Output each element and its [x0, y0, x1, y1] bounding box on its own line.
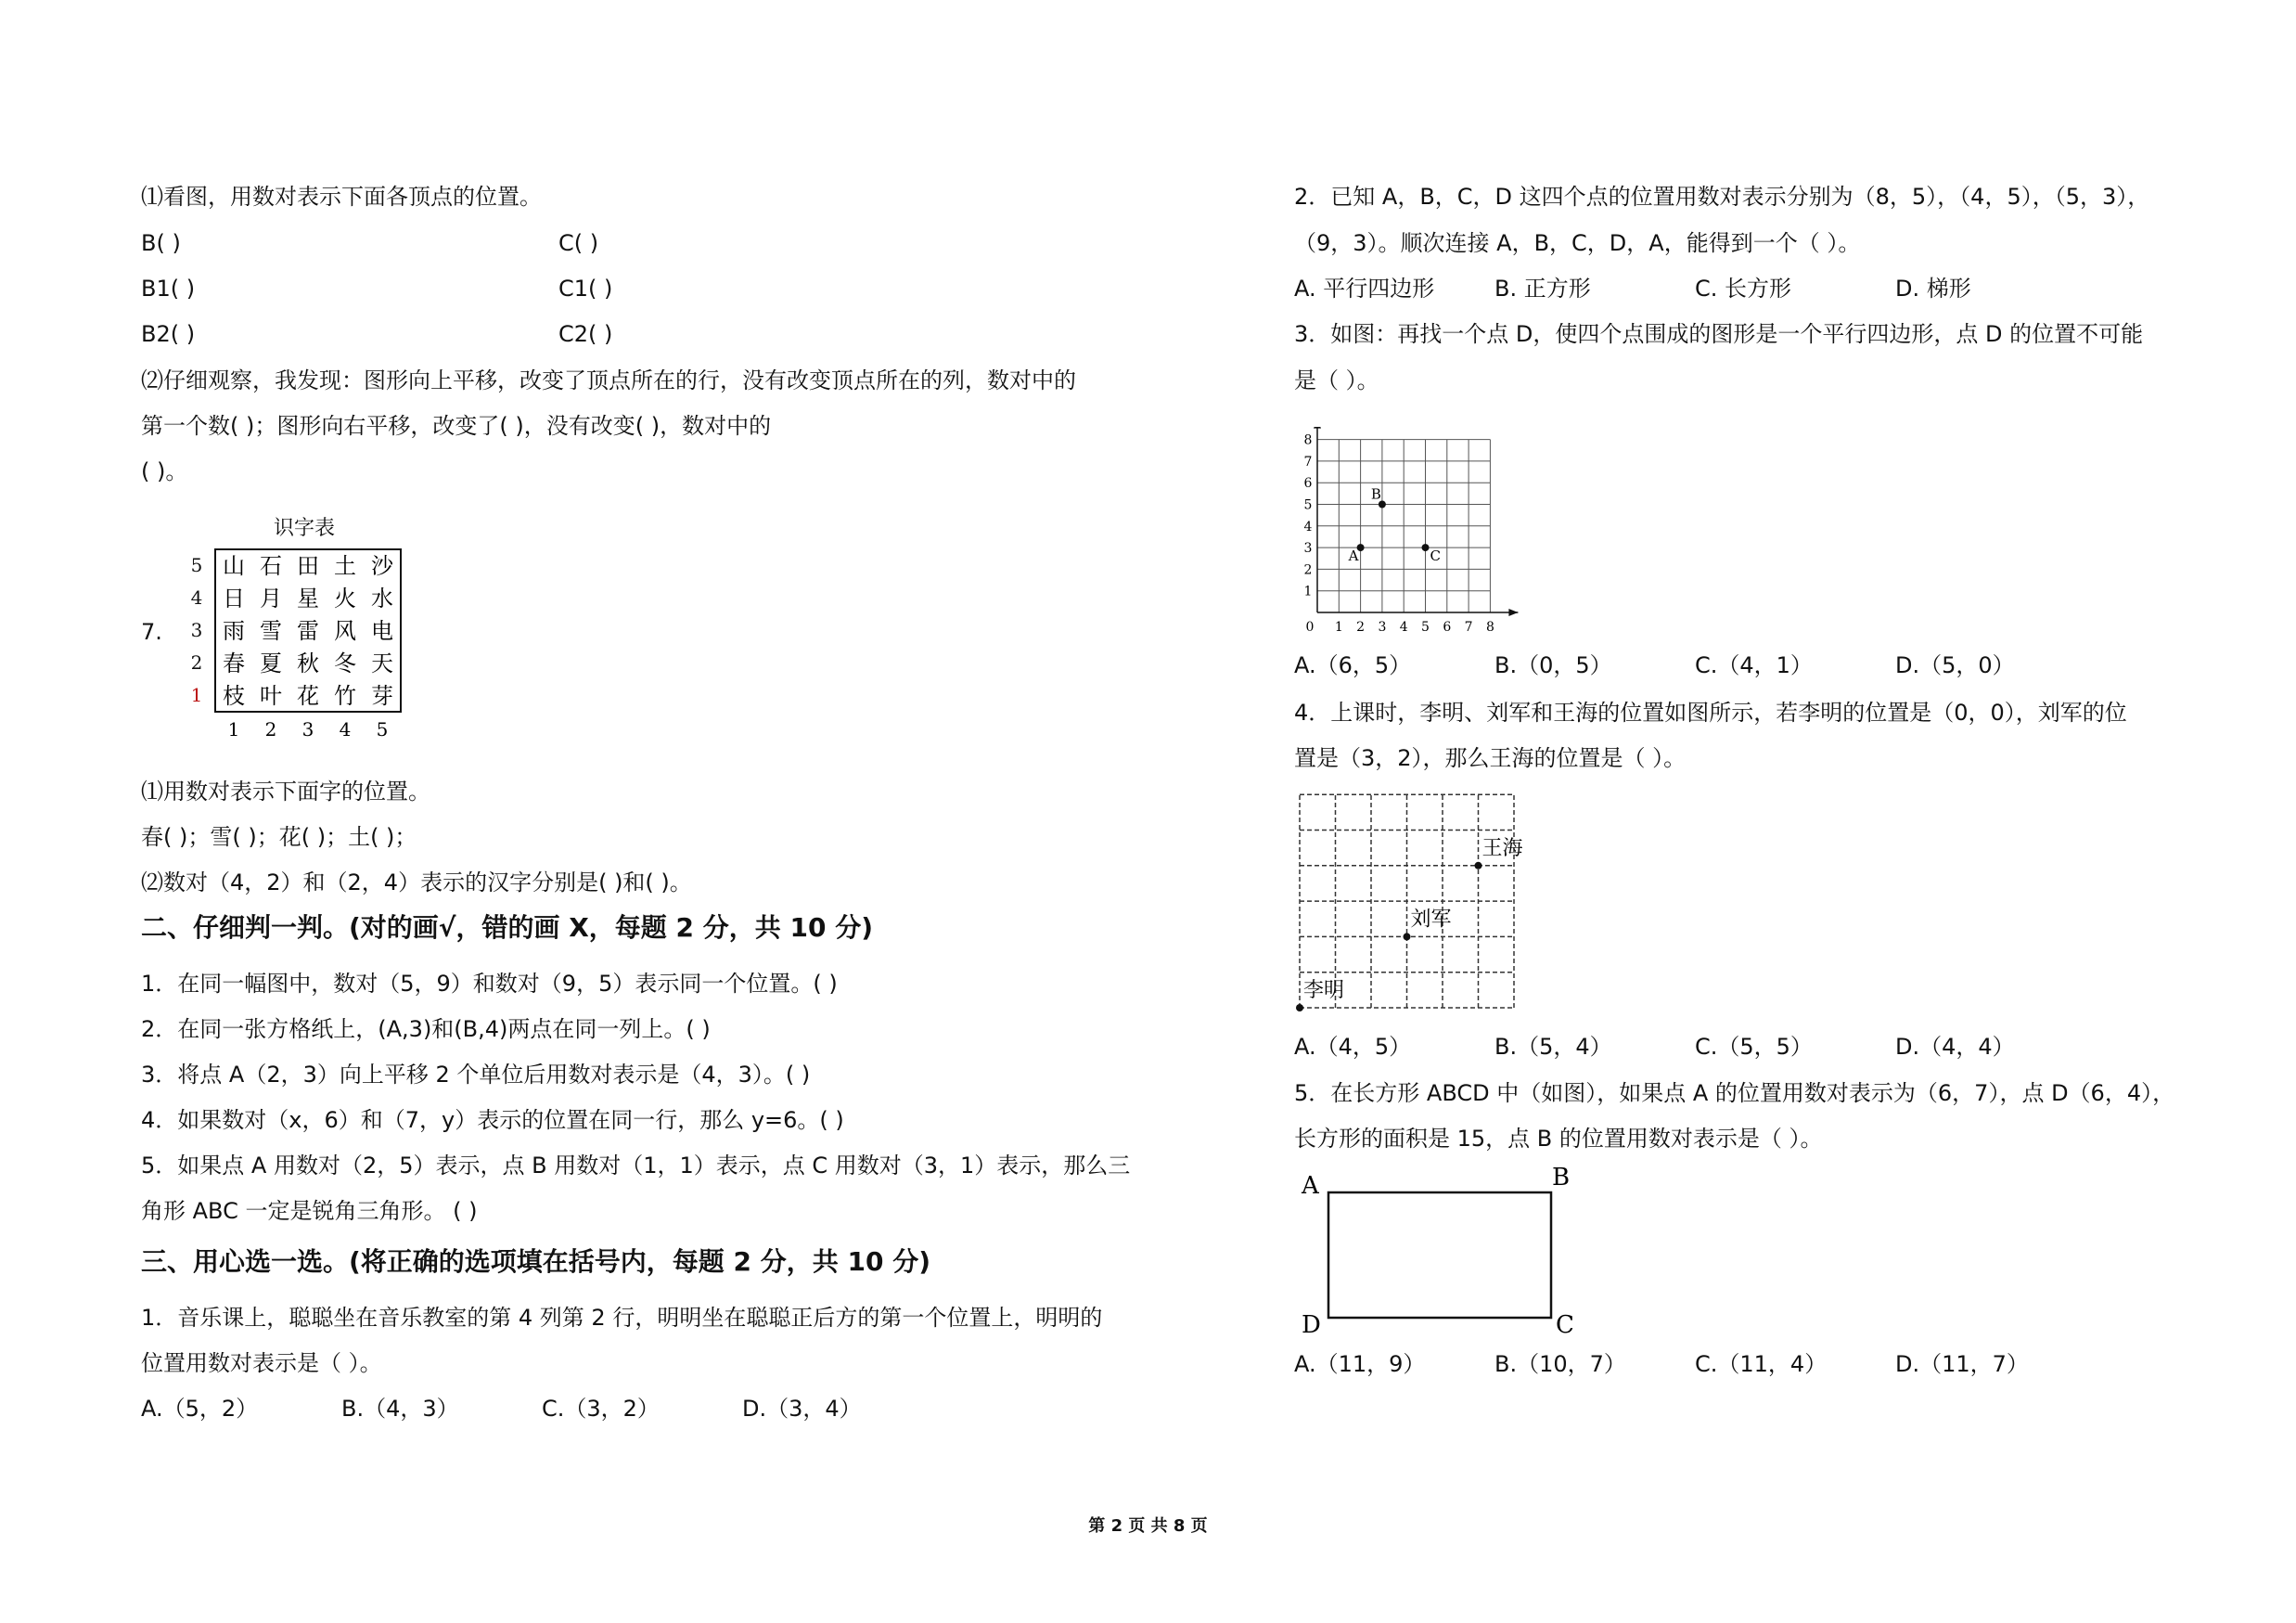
blank-c1: C1( )	[558, 276, 613, 302]
q3-line-2: 是（ ）。	[1294, 367, 1379, 393]
choose-q1-option-d: D.（3，4）	[742, 1396, 862, 1422]
char-row-label: 3	[190, 619, 203, 641]
q7-number: 7.	[141, 619, 162, 645]
x-tick-label: 0	[1305, 620, 1315, 635]
y-tick-label: 5	[1303, 497, 1313, 513]
y-tick-label: 8	[1303, 432, 1313, 448]
q2-option-a: A. 平行四边形	[1294, 276, 1435, 302]
x-tick-label: 2	[1356, 620, 1366, 635]
q5-rectangle-figure	[1294, 1162, 1591, 1347]
char-cell: 叶	[260, 683, 282, 709]
char-cell: 星	[297, 586, 319, 612]
char-cell: 田	[297, 553, 319, 579]
q3-option-b: B.（0，5）	[1494, 652, 1612, 678]
q4-option-d: D.（4，4）	[1895, 1034, 2015, 1060]
q5-option-b: B.（10，7）	[1494, 1351, 1626, 1377]
q2-option-b: B. 正方形	[1494, 276, 1591, 302]
char-cell: 芽	[371, 683, 393, 709]
q-part1-instruction: ⑴看图，用数对表示下面各顶点的位置。	[141, 184, 542, 210]
vertex-d-label: D	[1302, 1311, 1321, 1339]
q2-line-2: （9，3）。顺次连接 A，B，C，D，A，能得到一个（ ）。	[1294, 230, 1861, 256]
char-cell: 枝	[223, 683, 245, 709]
char-cell: 夏	[260, 650, 282, 676]
seat-name-label: 刘军	[1410, 908, 1452, 932]
q4-option-b: B.（5，4）	[1494, 1034, 1612, 1060]
q7-sub2: ⑵数对（4，2）和（2，4）表示的汉字分别是( )和( )。	[141, 869, 692, 895]
x-tick-label: 6	[1443, 620, 1452, 635]
point-label-a: A	[1348, 547, 1359, 565]
y-tick-label: 1	[1303, 584, 1313, 599]
x-axis-arrow	[1508, 609, 1518, 616]
q4-seat-grid	[1294, 789, 1535, 1021]
char-table-figure	[178, 543, 419, 742]
section2-title: 二、仔细判一判。(对的画√，错的画 X，每题 2 分，共 10 分)	[141, 912, 874, 943]
char-cell: 石	[260, 553, 282, 579]
choose-q1-line-1: 1．音乐课上，聪聪坐在音乐教室的第 4 列第 2 行，明明坐在聪聪正后方的第一个位置上，明明的	[141, 1305, 1103, 1331]
q5-option-a: A.（11，9）	[1294, 1351, 1426, 1377]
seat-point	[1296, 1004, 1303, 1011]
y-tick-label: 7	[1303, 454, 1313, 470]
char-row-label: 1	[190, 684, 203, 706]
char-cell: 雪	[260, 618, 282, 644]
judge-item-1: 1．在同一幅图中，数对（5，9）和数对（9，5）表示同一个位置。( )	[141, 971, 838, 997]
char-row-label: 2	[190, 651, 203, 674]
char-col-label: 3	[301, 718, 314, 741]
blank-c: C( )	[558, 230, 599, 256]
char-cell: 雷	[297, 618, 319, 644]
x-tick-label: 1	[1334, 620, 1343, 635]
char-table-title: 识字表	[274, 517, 336, 540]
char-cell: 土	[334, 553, 356, 579]
char-cell: 天	[371, 650, 393, 676]
char-cell: 秋	[297, 650, 319, 676]
vertex-c-label: C	[1556, 1311, 1574, 1339]
point-c	[1422, 544, 1430, 551]
q3-option-d: D.（5，0）	[1895, 652, 2015, 678]
choose-q1-option-a: A.（5，2）	[141, 1396, 259, 1422]
q3-option-c: C.（4，1）	[1695, 652, 1813, 678]
q4-line-1: 4．上课时，李明、刘军和王海的位置如图所示，若李明的位置是（0，0），刘军的位	[1294, 700, 2127, 726]
char-cell: 电	[371, 618, 393, 644]
char-col-label: 2	[264, 718, 277, 741]
q4-option-c: C.（5，5）	[1695, 1034, 1813, 1060]
q5-option-d: D.（11，7）	[1895, 1351, 2029, 1377]
section3-title: 三、用心选一选。(将正确的选项填在括号内，每题 2 分，共 10 分)	[141, 1246, 931, 1277]
q5-line-1: 5．在长方形 ABCD 中（如图），如果点 A 的位置用数对表示为（6，7），点 D（6，4），	[1294, 1080, 2175, 1106]
y-axis-arrow	[1314, 427, 1321, 429]
q7-sub1-blanks: 春( )；雪( )；花( )；土( )；	[141, 824, 417, 850]
judge-item-4: 4．如果数对（x，6）和（7，y）表示的位置在同一行，那么 y=6。( )	[141, 1107, 844, 1133]
judge-item-5-cont: 角形 ABC 一定是锐角三角形。 ( )	[141, 1198, 478, 1224]
x-tick-label: 5	[1421, 620, 1430, 635]
y-tick-label: 2	[1303, 562, 1313, 578]
char-col-label: 4	[339, 718, 352, 741]
q2-line-1: 2．已知 A，B，C，D 这四个点的位置用数对表示分别为（8，5），（4，5），（5，3），	[1294, 184, 2150, 210]
q2-option-d: D. 梯形	[1895, 276, 1971, 302]
judge-item-5: 5．如果点 A 用数对（2，5）表示，点 B 用数对（1，1）表示，点 C 用数对（3，1）表示，那么三	[141, 1153, 1131, 1179]
char-cell: 日	[223, 586, 245, 612]
q3-line-1: 3．如图：再找一个点 D，使四个点围成的图形是一个平行四边形，点 D 的位置不可能	[1294, 321, 2144, 347]
observation-line-2: 第一个数( )；图形向右平移，改变了( )，没有改变( )，数对中的	[141, 413, 772, 439]
choose-q1-option-b: B.（4，3）	[341, 1396, 459, 1422]
q4-line-2: 置是（3，2），那么王海的位置是（ ）。	[1294, 745, 1687, 771]
blank-b2: B2( )	[141, 321, 196, 347]
char-cell: 火	[334, 586, 356, 612]
x-tick-label: 3	[1378, 620, 1387, 635]
x-tick-label: 4	[1399, 620, 1408, 635]
vertex-b-label: B	[1552, 1164, 1571, 1191]
choose-q1-line-2: 位置用数对表示是（ ）。	[141, 1350, 382, 1376]
q2-option-c: C. 长方形	[1695, 276, 1792, 302]
q5-option-c: C.（11，4）	[1695, 1351, 1828, 1377]
seat-point	[1404, 933, 1411, 940]
char-cell: 风	[334, 618, 356, 644]
char-cell: 雨	[223, 618, 245, 644]
judge-item-3: 3．将点 A（2，3）向上平移 2 个单位后用数对表示是（4，3）。( )	[141, 1062, 811, 1088]
q4-option-a: A.（4，5）	[1294, 1034, 1412, 1060]
blank-b1: B1( )	[141, 276, 196, 302]
char-cell: 水	[371, 586, 393, 612]
char-cell: 月	[260, 586, 282, 612]
y-tick-label: 4	[1303, 519, 1313, 535]
q5-line-2: 长方形的面积是 15，点 B 的位置用数对表示是（ ）。	[1294, 1126, 1823, 1152]
point-label-c: C	[1430, 547, 1441, 565]
y-tick-label: 6	[1303, 476, 1313, 492]
char-row-label: 5	[190, 554, 203, 576]
char-row-label: 4	[190, 586, 203, 609]
choose-q1-option-c: C.（3，2）	[542, 1396, 660, 1422]
vertex-a-label: A	[1302, 1172, 1319, 1200]
y-tick-label: 3	[1303, 541, 1313, 557]
char-cell: 春	[223, 650, 245, 676]
char-cell: 花	[297, 683, 319, 709]
seat-name-label: 王海	[1481, 836, 1523, 860]
judge-item-2: 2．在同一张方格纸上，(A,3)和(B,4)两点在同一列上。( )	[141, 1016, 711, 1042]
seat-point	[1475, 862, 1482, 869]
q3-option-a: A.（6，5）	[1294, 652, 1412, 678]
char-cell: 冬	[334, 650, 356, 676]
char-cell: 沙	[371, 553, 393, 579]
x-tick-label: 8	[1485, 620, 1494, 635]
char-cell: 竹	[334, 683, 356, 709]
char-col-label: 1	[227, 718, 240, 741]
char-col-label: 5	[376, 718, 389, 741]
blank-c2: C2( )	[558, 321, 613, 347]
observation-line-3: ( )。	[141, 458, 188, 484]
blank-b: B( )	[141, 230, 181, 256]
char-cell: 山	[223, 553, 245, 579]
q7-sub1: ⑴用数对表示下面字的位置。	[141, 779, 430, 805]
point-label-b: B	[1370, 485, 1381, 503]
x-tick-label: 7	[1464, 620, 1473, 635]
page-footer: 第 2 页 共 8 页	[1088, 1516, 1208, 1536]
q3-coordinate-grid	[1294, 427, 1545, 640]
rectangle-abcd	[1328, 1192, 1551, 1318]
observation-line-1: ⑵仔细观察，我发现：图形向上平移，改变了顶点所在的行，没有改变顶点所在的列，数对中的	[141, 367, 1076, 393]
seat-name-label: 李明	[1303, 979, 1345, 1002]
